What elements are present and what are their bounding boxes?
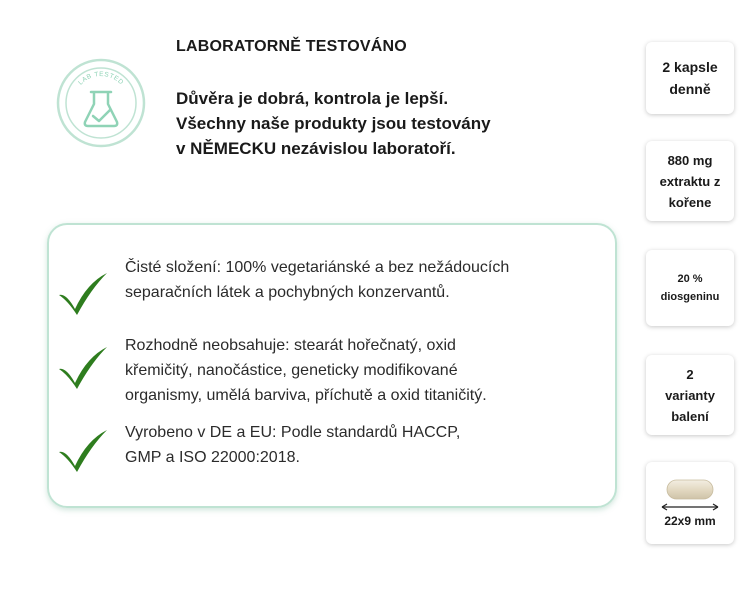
checkmark-icon <box>55 271 111 319</box>
svg-text:LAB TESTED <box>77 71 125 87</box>
lab-line-3: v NĚMECKU nezávislou laboratoří. <box>176 139 456 158</box>
variants-line-3: balení <box>671 408 709 424</box>
diosgenin-box <box>646 250 734 326</box>
lab-line-2: Všechny naše produkty jsou testovány <box>176 114 491 133</box>
capsule-size-label: 22x9 mm <box>664 514 716 528</box>
diosgenin-line-1: 20 % <box>677 273 703 285</box>
lab-title: LABORATORNĚ TESTOVÁNO <box>176 38 407 55</box>
variants-box <box>646 355 734 435</box>
capsule-size-box <box>646 462 734 544</box>
feature-1-line-2: separačních látek a pochybných konzervantů. <box>125 284 450 301</box>
checkmark-icon <box>55 345 111 393</box>
dose-line-1: 2 kapsle <box>662 59 718 75</box>
checkmark-icon <box>55 428 111 476</box>
dose-line-2: denně <box>669 81 711 97</box>
extract-line-2: extraktu z <box>659 173 721 189</box>
lab-description <box>176 86 596 161</box>
extract-box <box>646 141 734 221</box>
dose-box <box>646 42 734 114</box>
diosgenin-line-2: diosgeninu <box>660 291 720 303</box>
extract-line-1: 880 mg <box>667 152 713 168</box>
badge-text: LAB TESTED <box>77 70 125 87</box>
feature-3-line-2: GMP a ISO 22000:2018. <box>125 449 300 466</box>
extract-line-3: kořene <box>668 194 712 210</box>
lab-tested-badge-icon <box>56 58 146 148</box>
feature-3-line-1: Vyrobeno v DE a EU: Podle standardů HACCP, <box>125 424 461 441</box>
feature-1-line-1: Čisté složení: 100% vegetariánské a bez nežádoucích <box>125 259 510 276</box>
feature-2-line-2: křemičitý, nanočástice, geneticky modifikované <box>125 362 458 379</box>
capsule-icon <box>654 478 726 512</box>
lab-line-1: Důvěra je dobrá, kontrola je lepší. <box>176 89 449 108</box>
feature-2-line-3: organismy, umělá barviva, příchutě a oxid titaničitý. <box>125 387 487 404</box>
variants-line-2: varianty <box>665 387 715 403</box>
features-card <box>47 223 617 508</box>
variants-line-1: 2 <box>686 366 694 382</box>
feature-2-line-1: Rozhodně neobsahuje: stearát hořečnatý, oxid <box>125 337 456 354</box>
